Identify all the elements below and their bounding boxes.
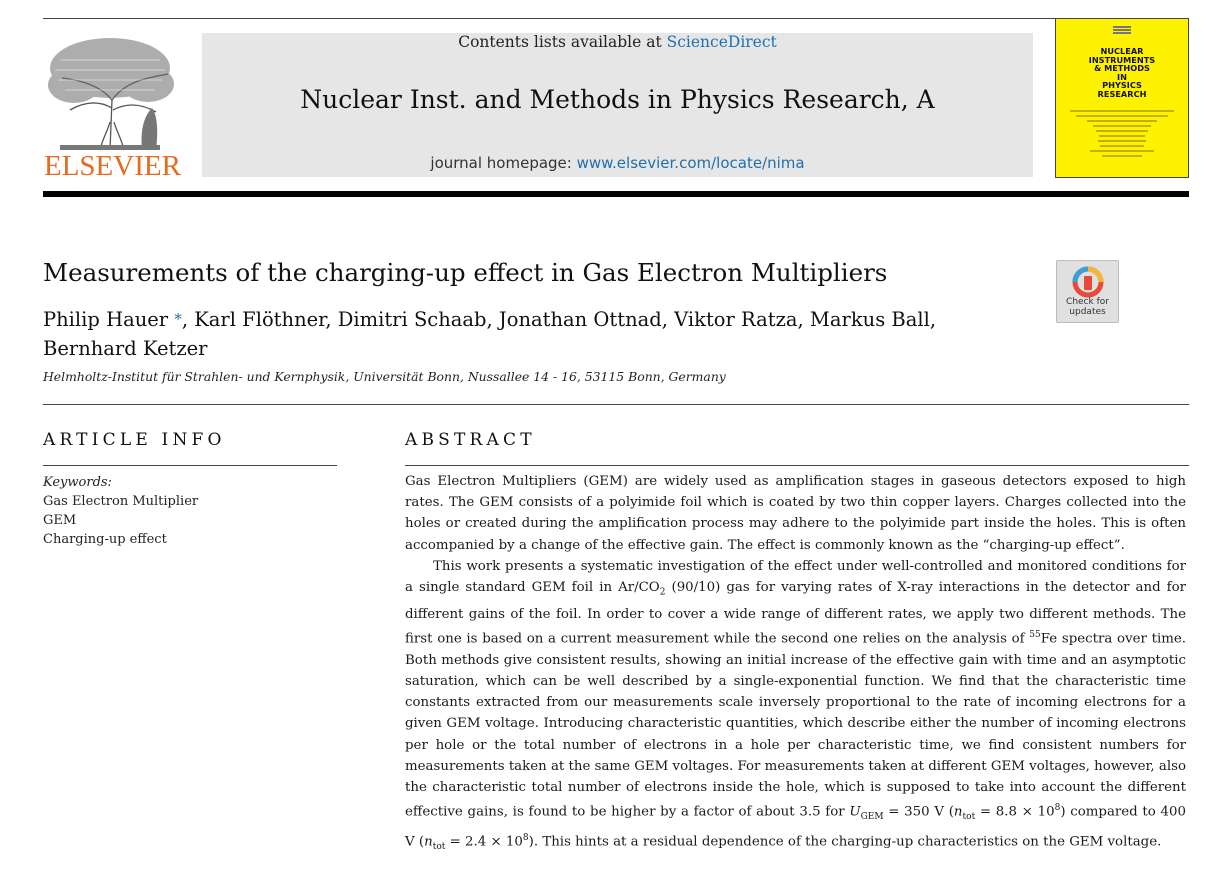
superscript: 8 — [1054, 803, 1061, 814]
cover-title-line: IN — [1117, 71, 1127, 82]
article-info-heading: ARTICLE INFO — [43, 430, 226, 450]
contents-prefix: Contents lists available at — [458, 33, 667, 51]
cover-title-line: INSTRUMENTS — [1088, 54, 1156, 65]
keywords-block — [43, 473, 198, 549]
elsevier-wordmark[interactable]: ELSEVIER — [44, 150, 181, 182]
abstract-text: = 350 V ( — [883, 804, 954, 820]
keywords-label: Keywords: — [43, 475, 112, 490]
abstract-paragraph-1: Gas Electron Multipliers (GEM) are widely used as amplification stages in gaseous detectors exposed to high rates. The GEM consists of a polyimide foil which is coated by two thin copper layers. Charges collected into the holes or created during the amplification process may adhere to the polyimide part inside the holes. This is often accompanied by a change of the effective gain. The effect is commonly known as the “charging-up effect”. — [405, 474, 1186, 553]
abstract-text: = 8.8 × 10 — [975, 804, 1055, 820]
affiliation: Helmholtz-Institut für Strahlen- und Kernphysik, Universität Bonn, Nussallee 14 - 16, 53115 Bonn, Germany — [43, 369, 726, 384]
article-info-rule — [43, 465, 337, 466]
check-updates-icon — [1071, 265, 1105, 299]
sciencedirect-link[interactable]: ScienceDirect — [666, 33, 777, 51]
abstract-text: Fe spectra over time. Both methods give consistent results, showing an initial increase of the effective gain with time and an asymptotic saturation, which can be well described by a single-exponential function. We find that the characteristic time constants extracted from our measurements scale inversely proportional to the rate of incoming electrons for a given GEM voltage. Introducing characteristic quantities, which describe either the number of incoming electrons per hole or the total number of electrons in a hole per characteristic time, we find consistent numbers for measurements taken at the same GEM voltages. For measurements taken at different GEM voltages, however, also the characteristic total number of electrons inside the hole, which is supposed to take into account the different effective gains, is found to be higher by a factor of about 3.5 for — [405, 631, 1186, 820]
journal-homepage-link[interactable]: www.elsevier.com/locate/nima — [576, 154, 805, 172]
cover-emblem-icon — [1056, 25, 1188, 39]
homepage-prefix: journal homepage: — [430, 154, 577, 172]
abstract-text: This work presents a systematic investigation of the effect under well-controlled and monitored conditions for a single standard GEM foil in Ar/CO — [405, 558, 1186, 596]
abstract-body — [405, 471, 1186, 859]
abstract-paragraph-2 — [405, 556, 1186, 859]
cover-title-line: RESEARCH — [1097, 88, 1147, 99]
math-symbol: n — [953, 804, 963, 820]
cover-title-line: PHYSICS — [1102, 80, 1142, 91]
abstract-rule — [405, 465, 1189, 466]
subscript: tot — [432, 842, 446, 853]
subscript: tot — [962, 812, 976, 823]
abstract-text: ) compared to 400 V ( — [405, 804, 1187, 850]
abstract-text: = 2.4 × 10 — [445, 834, 523, 850]
check-updates-line2: updates — [1069, 306, 1106, 317]
first-author-link[interactable]: Philip Hauer — [43, 308, 169, 331]
superscript: 8 — [522, 833, 529, 844]
math-symbol: n — [424, 834, 433, 850]
other-authors: , Karl Flöthner, Dimitri Schaab, Jonathan Ottnad, Viktor Ratza, Markus Ball, Bernhard Ketzer — [43, 308, 937, 360]
check-updates-label — [1057, 298, 1118, 317]
keyword-item: GEM — [43, 513, 77, 528]
top-rule — [43, 18, 1189, 19]
math-symbol: U — [849, 804, 861, 820]
abstract-heading: ABSTRACT — [405, 430, 536, 450]
abstract-text: ). This hints at a residual dependence of the charging-up characteristics on the GEM voltage. — [528, 834, 1162, 850]
header-thick-rule — [43, 191, 1189, 197]
cover-title — [1056, 47, 1188, 99]
check-updates-line1: Check for — [1066, 297, 1109, 307]
check-for-updates-button[interactable] — [1056, 260, 1119, 323]
journal-cover-thumbnail[interactable] — [1055, 18, 1189, 178]
corresponding-author-mark[interactable]: * — [174, 310, 182, 328]
keyword-item: Gas Electron Multiplier — [43, 494, 199, 509]
subscript: GEM — [860, 812, 884, 823]
superscript: 55 — [1029, 630, 1041, 641]
paper-title: Measurements of the charging-up effect in Gas Electron Multipliers — [43, 258, 888, 287]
section-rule — [43, 404, 1189, 405]
cover-title-line: & METHODS — [1094, 63, 1150, 74]
journal-banner — [202, 33, 1033, 177]
author-list — [43, 305, 1003, 363]
contents-line — [202, 33, 1033, 51]
keyword-item: Charging-up effect — [43, 532, 167, 547]
homepage-line — [202, 154, 1033, 172]
abstract-text: (90/10) gas for varying rates of X-ray interactions in the detector and for different gains of the foil. In order to cover a wide range of different rates, we apply two different methods. The first one is based on a current measurement while the second one relies on the analysis of — [405, 580, 1186, 647]
cover-fine-print — [1064, 107, 1180, 177]
subscript: 2 — [659, 587, 666, 598]
journal-title: Nuclear Inst. and Methods in Physics Research, A — [300, 85, 935, 114]
cover-title-line: NUCLEAR — [1100, 46, 1144, 56]
